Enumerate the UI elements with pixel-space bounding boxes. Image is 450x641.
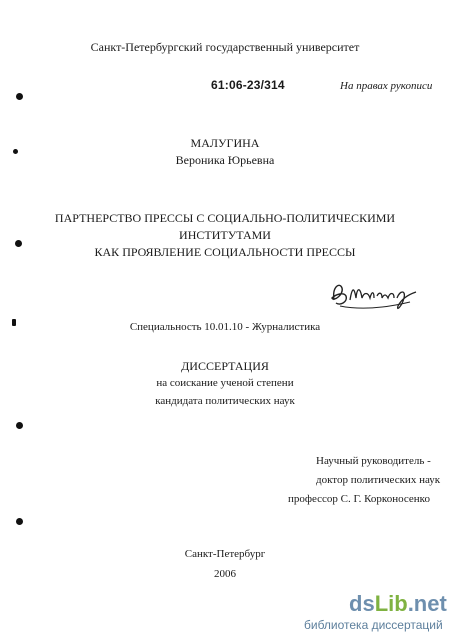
degree-purpose-line-1: на соискание ученой степени <box>156 377 294 389</box>
manuscript-note: На правах рукописи <box>340 80 433 92</box>
year: 2006 <box>214 568 236 580</box>
author-name: Вероника Юрьевна <box>175 153 275 167</box>
author-signature <box>330 276 420 314</box>
watermark-logo-net: .net <box>407 591 447 616</box>
title-line-1: ПАРТНЕРСТВО ПРЕССЫ С СОЦИАЛЬНО-ПОЛИТИЧЕСКИМИ <box>54 211 396 225</box>
watermark-logo-lib: Lib <box>374 591 408 616</box>
degree-purpose-line-2: кандидата политических наук <box>155 395 295 407</box>
city: Санкт-Петербург <box>184 548 266 560</box>
archive-stamp-number: 61:06-23/314 <box>211 78 285 92</box>
supervisor-line-3: профессор С. Г. Корконосенко <box>288 493 430 505</box>
specialty: Специальность 10.01.10 - Журналистика <box>129 321 321 333</box>
university-name: Санкт-Петербургский государственный университет <box>90 40 360 54</box>
scan-mark <box>16 518 23 525</box>
title-line-2: ИНСТИТУТАМИ <box>179 228 271 242</box>
supervisor-line-1: Научный руководитель - <box>316 455 431 467</box>
document-type: ДИССЕРТАЦИЯ <box>181 359 269 373</box>
title-line-3: КАК ПРОЯВЛЕНИЕ СОЦИАЛЬНОСТИ ПРЕССЫ <box>94 245 356 259</box>
watermark-logo-ds: ds <box>349 591 375 616</box>
author-surname: МАЛУГИНА <box>190 136 260 150</box>
watermark-subtitle: библиотека диссертаций <box>304 618 443 632</box>
scan-mark <box>16 93 23 100</box>
watermark-logo <box>349 593 447 615</box>
supervisor-line-2: доктор политических наук <box>316 474 441 486</box>
scan-mark <box>16 422 23 429</box>
